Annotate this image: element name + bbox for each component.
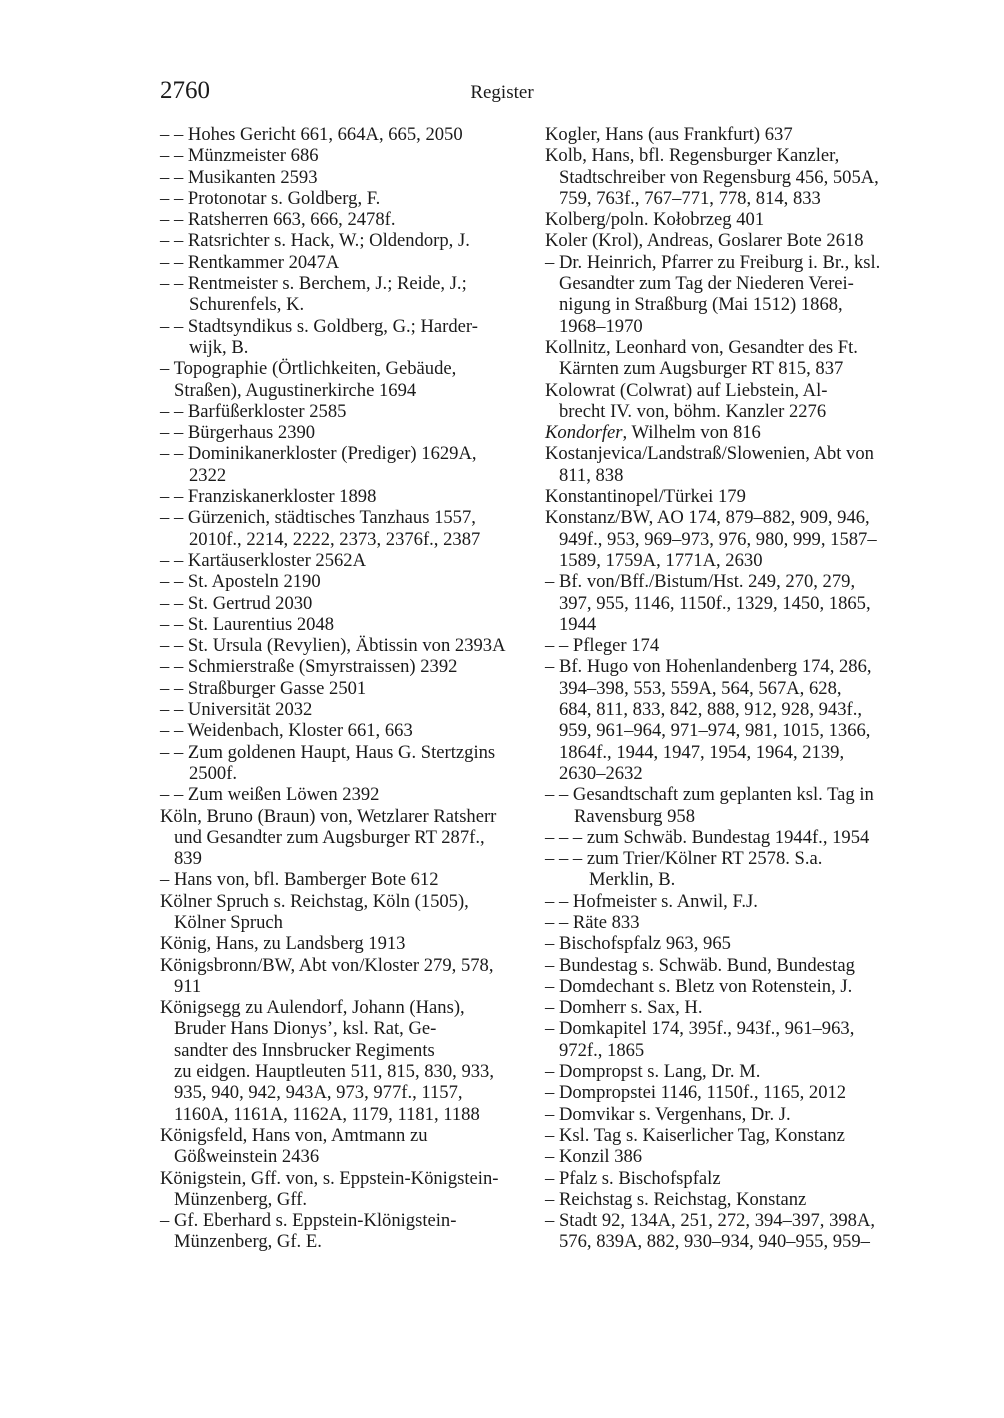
index-line: – – Bürgerhaus 2390	[160, 422, 316, 444]
index-line: – Hans von, bfl. Bamberger Bote 612	[160, 869, 439, 891]
index-line: – Dompropstei 1146, 1150f., 1165, 2012	[545, 1082, 847, 1104]
index-line: 839	[174, 848, 202, 870]
index-line: und Gesandter zum Augsburger RT 287f.,	[174, 826, 485, 848]
index-line: Köln, Bruno (Braun) von, Wetzlarer Ratsherr	[160, 805, 497, 827]
index-line: 2630–2632	[559, 762, 643, 784]
index-line: – – Ratsherren 663, 666, 2478f.	[160, 209, 396, 231]
index-line: 576, 839A, 882, 930–934, 940–955, 959–	[559, 1231, 870, 1253]
index-column-right	[545, 124, 917, 1253]
index-line: 394–398, 553, 559A, 564, 567A, 628,	[559, 677, 842, 699]
index-line: – Domvikar s. Vergenhans, Dr. J.	[545, 1103, 791, 1125]
index-line: Kölner Spruch s. Reichstag, Köln (1505),	[160, 890, 469, 912]
index-line: brecht IV. von, böhm. Kanzler 2276	[559, 400, 827, 422]
index-line: – – Gesandtschaft zum geplanten ksl. Tag in	[545, 784, 874, 806]
index-line: – Bf. Hugo von Hohenlandenberg 174, 286,	[545, 656, 872, 678]
index-line: – Gf. Eberhard s. Eppstein-Klönigstein-	[160, 1210, 457, 1232]
index-line: Stadtschreiber von Regensburg 456, 505A,	[559, 166, 879, 188]
index-line: – Stadt 92, 134A, 251, 272, 394–397, 398A,	[545, 1210, 876, 1232]
index-column-left	[160, 124, 532, 1253]
index-line: nigung in Straßburg (Mai 1512) 1868,	[559, 294, 843, 316]
index-line: – Bischofspfalz 963, 965	[545, 933, 731, 955]
index-line: – – Dominikanerkloster (Prediger) 1629A,	[160, 443, 477, 465]
index-term-italic: Kondorfer	[545, 422, 623, 444]
index-line: Gößweinstein 2436	[174, 1146, 320, 1168]
index-line: Kollnitz, Leonhard von, Gesandter des Ft.	[545, 336, 858, 358]
running-head: Register	[470, 82, 534, 103]
index-line: 684, 811, 833, 842, 888, 912, 928, 943f.,	[559, 699, 863, 721]
index-line: Königsfeld, Hans von, Amtmann zu	[160, 1124, 428, 1146]
index-line	[545, 422, 917, 443]
index-line: 1944	[559, 613, 597, 635]
index-line: Merklin, B.	[589, 869, 676, 891]
index-line: 1864f., 1944, 1947, 1954, 1964, 2139,	[559, 741, 845, 763]
index-line: – Domdechant s. Bletz von Rotenstein, J.	[545, 975, 853, 997]
index-line: – Bundestag s. Schwäb. Bund, Bundestag	[545, 954, 855, 976]
index-line: 759, 763f., 767–771, 778, 814, 833	[559, 187, 821, 209]
index-line: – – Stadtsyndikus s. Goldberg, G.; Harder-	[160, 315, 478, 337]
index-line: – – Räte 833	[545, 911, 640, 933]
index-line: 959, 961–964, 971–974, 981, 1015, 1366,	[559, 720, 871, 742]
index-line: 397, 955, 1146, 1150f., 1329, 1450, 1865,	[559, 592, 871, 614]
index-line: Königstein, Gff. von, s. Eppstein-Königstein-	[160, 1167, 499, 1189]
index-line: Konstantinopel/Türkei 179	[545, 486, 746, 508]
index-line: – – St. Ursula (Revylien), Äbtissin von 2393A	[160, 635, 506, 657]
index-line: Kogler, Hans (aus Frankfurt) 637	[545, 124, 793, 145]
index-line: 949f., 953, 969–973, 976, 980, 999, 1587–	[559, 528, 877, 550]
index-line: – – – zum Schwäb. Bundestag 1944f., 1954	[545, 826, 870, 848]
index-line: – – Barfüßerkloster 2585	[160, 400, 347, 422]
index-line: – – Pfleger 174	[545, 635, 660, 657]
index-line-rest: , Wilhelm von 816	[622, 422, 761, 444]
index-line: 1160A, 1161A, 1162A, 1179, 1181, 1188	[174, 1103, 480, 1125]
index-line: 2010f., 2214, 2222, 2373, 2376f., 2387	[189, 528, 481, 550]
index-line: – – Straßburger Gasse 2501	[160, 677, 367, 699]
index-line: Münzenberg, Gf. E.	[174, 1231, 322, 1253]
index-line: Schurenfels, K.	[189, 294, 305, 316]
index-line: – – Zum weißen Löwen 2392	[160, 784, 380, 806]
index-line: – – St. Aposteln 2190	[160, 571, 321, 593]
index-line: – – Schmierstraße (Smyrstraissen) 2392	[160, 656, 458, 678]
index-line: – Dr. Heinrich, Pfarrer zu Freiburg i. Br., ksl.	[545, 251, 881, 273]
index-line: – Reichstag s. Reichstag, Konstanz	[545, 1188, 807, 1210]
index-line: – Topographie (Örtlichkeiten, Gebäude,	[160, 358, 457, 380]
index-line: 1968–1970	[559, 315, 643, 337]
index-line: – – Zum goldenen Haupt, Haus G. Stertzgins	[160, 741, 496, 763]
index-line: – – Rentkammer 2047A	[160, 251, 340, 273]
index-line: – Domkapitel 174, 395f., 943f., 961–963,	[545, 1018, 855, 1040]
index-line: Kolowrat (Colwrat) auf Liebstein, Al-	[545, 379, 828, 401]
index-line: – – Protonotar s. Goldberg, F.	[160, 187, 381, 209]
index-line: 911	[174, 975, 202, 997]
index-line: Königsegg zu Aulendorf, Johann (Hans),	[160, 997, 465, 1019]
index-line: – – – zum Trier/Kölner RT 2578. S.a.	[545, 848, 823, 870]
index-line: König, Hans, zu Landsberg 1913	[160, 933, 406, 955]
index-line: zu eidgen. Hauptleuten 511, 815, 830, 933,	[174, 1061, 494, 1083]
index-line: 972f., 1865	[559, 1039, 645, 1061]
index-line: – – St. Gertrud 2030	[160, 592, 313, 614]
index-line: wijk, B.	[189, 336, 249, 358]
index-line: – – Musikanten 2593	[160, 166, 318, 188]
index-line: – – Gürzenich, städtisches Tanzhaus 1557,	[160, 507, 476, 529]
index-line: – – Ratsrichter s. Hack, W.; Oldendorp, J.	[160, 230, 470, 252]
index-line: sandter des Innsbrucker Regiments	[174, 1039, 435, 1061]
index-line: – Pfalz s. Bischofspfalz	[545, 1167, 721, 1189]
index-line: Königsbronn/BW, Abt von/Kloster 279, 578,	[160, 954, 494, 976]
index-line: 811, 838	[559, 464, 624, 486]
index-line: – – Kartäuserkloster 2562A	[160, 549, 367, 571]
index-line: – – Hohes Gericht 661, 664A, 665, 2050	[160, 124, 463, 145]
index-line: Kolb, Hans, bfl. Regensburger Kanzler,	[545, 145, 840, 167]
index-line: Kostanjevica/Landstraß/Slowenien, Abt von	[545, 443, 874, 465]
index-line: – – Franziskanerkloster 1898	[160, 486, 377, 508]
page-number: 2760	[160, 77, 210, 104]
index-line: Konstanz/BW, AO 174, 879–882, 909, 946,	[545, 507, 870, 529]
index-line: Straßen), Augustinerkirche 1694	[174, 379, 417, 401]
index-line: – – St. Laurentius 2048	[160, 613, 335, 635]
index-line: Bruder Hans Dionys’, ksl. Rat, Ge-	[174, 1018, 437, 1040]
index-line: 2500f.	[189, 762, 238, 784]
index-line: Ravensburg 958	[574, 805, 696, 827]
index-line: 2322	[189, 464, 227, 486]
index-line: – Domherr s. Sax, H.	[545, 997, 703, 1019]
index-line: – Ksl. Tag s. Kaiserlicher Tag, Konstanz	[545, 1124, 845, 1146]
index-line: Kölner Spruch	[174, 911, 283, 933]
index-line: – Bf. von/Bff./Bistum/Hst. 249, 270, 279,	[545, 571, 856, 593]
index-line: Koler (Krol), Andreas, Goslarer Bote 2618	[545, 230, 864, 252]
index-line: 935, 940, 942, 943A, 973, 977f., 1157,	[174, 1082, 463, 1104]
index-line: – Konzil 386	[545, 1146, 643, 1168]
index-line: Kolberg/poln. Kołobrzeg 401	[545, 209, 765, 231]
index-line: Münzenberg, Gff.	[174, 1188, 308, 1210]
index-line: – – Hofmeister s. Anwil, F.J.	[545, 890, 758, 912]
index-line: – Dompropst s. Lang, Dr. M.	[545, 1061, 761, 1083]
index-line: – – Universität 2032	[160, 699, 313, 721]
index-line: 1589, 1759A, 1771A, 2630	[559, 549, 763, 571]
index-line: – – Münzmeister 686	[160, 145, 319, 167]
index-line: – – Weidenbach, Kloster 661, 663	[160, 720, 413, 742]
index-line: Kärnten zum Augsburger RT 815, 837	[559, 358, 844, 380]
index-line: – – Rentmeister s. Berchem, J.; Reide, J.;	[160, 273, 467, 295]
index-line: Gesandter zum Tag der Niederen Verei-	[559, 273, 854, 295]
